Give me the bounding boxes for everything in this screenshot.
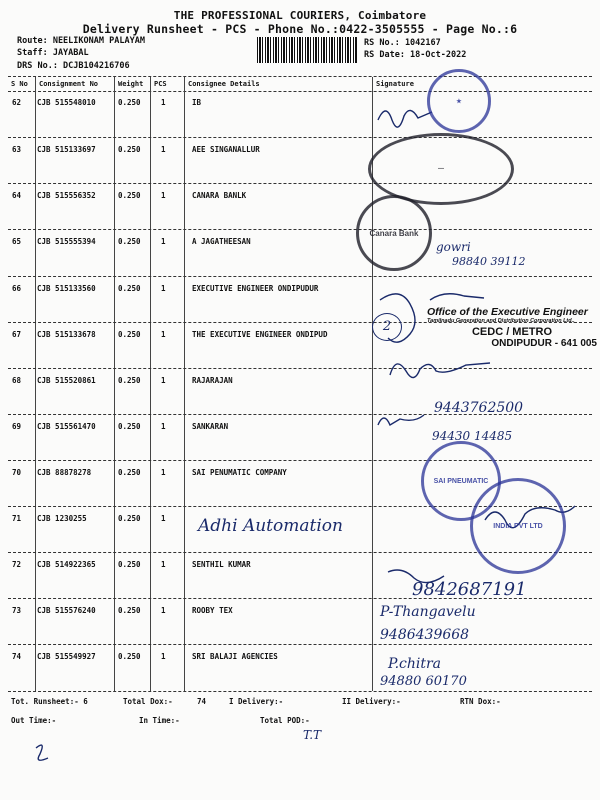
- row-consignment: CJB 515133678: [37, 330, 96, 339]
- round-seal-stamp: ★: [427, 69, 491, 133]
- row-consignee: CANARA BANLK: [192, 191, 247, 200]
- row-pcs: 1: [161, 514, 166, 523]
- row-pcs: 1: [161, 191, 166, 200]
- row-sno: 72: [12, 560, 22, 569]
- drs-number: DRS No.: DCJB104216706: [17, 61, 130, 71]
- runsheet-subtitle: Delivery Runsheet - PCS - Phone No.:0422-3505555 - Page No.:6: [82, 22, 518, 36]
- handwritten-phone: 94880 60170: [380, 674, 467, 689]
- row-weight: 0.250: [118, 422, 141, 431]
- row-pcs: 1: [161, 422, 166, 431]
- staff-label: Staff: JAYABAL: [17, 48, 89, 58]
- row-pcs: 1: [161, 652, 166, 661]
- row-consignee: THE EXECUTIVE ENGINEER ONDIPUD: [192, 330, 328, 339]
- col-signature: Signature: [376, 80, 414, 88]
- row-consignee: AEE SINGANALLUR: [192, 145, 260, 154]
- col-consignment: Consignment No: [39, 80, 99, 88]
- total-dox-value: 74: [197, 697, 207, 706]
- row-weight: 0.250: [118, 560, 141, 569]
- circled-number: 2: [372, 313, 402, 341]
- col-weight: Weight: [118, 80, 144, 88]
- row-consignee: IB: [192, 98, 202, 107]
- row-consignee: ROOBY TEX: [192, 606, 233, 615]
- col-pcs: PCS: [154, 80, 167, 88]
- ee-stamp-line2: Tamilnadu Generation and Distribution Corporation Ltd.,: [427, 318, 575, 324]
- row-pcs: 1: [161, 560, 166, 569]
- ee-stamp-line3: CEDC / METRO: [471, 326, 553, 338]
- row-sno: 67: [12, 330, 22, 339]
- row-consignment: CJB 88878278: [37, 468, 92, 477]
- out-time: Out Time:-: [11, 716, 57, 725]
- company-title: THE PROFESSIONAL COURIERS, Coimbatore: [173, 9, 427, 22]
- handwritten-phone: 9486439668: [380, 627, 470, 643]
- ee-stamp-line1: Office of the Executive Engineer: [427, 306, 588, 318]
- row-consignee: RAJARAJAN: [192, 376, 233, 385]
- row-weight: 0.250: [118, 468, 141, 477]
- tot-runsheet: Tot. Runsheet:- 6: [11, 697, 88, 706]
- row-sno: 63: [12, 145, 22, 154]
- row-consignment: CJB 515520861: [37, 376, 96, 385]
- row-sno: 62: [12, 98, 22, 107]
- canara-bank-stamp: Canara Bank: [356, 195, 432, 271]
- total-pod: Total POD:-: [260, 716, 310, 725]
- row-pcs: 1: [161, 330, 166, 339]
- row-weight: 0.250: [118, 330, 141, 339]
- handwritten-phone: 9842687191: [412, 579, 527, 600]
- ii-delivery: II Delivery:-: [342, 697, 401, 706]
- row-consignment: CJB 1230255: [37, 514, 87, 523]
- row-sno: 64: [12, 191, 22, 200]
- row-sno: 69: [12, 422, 22, 431]
- row-weight: 0.250: [118, 284, 141, 293]
- row-pcs: 1: [161, 284, 166, 293]
- row-sno: 74: [12, 652, 22, 661]
- in-time: In Time:-: [139, 716, 180, 725]
- row-consignment: CJB 515555394: [37, 237, 96, 246]
- handwritten-initials: T.T: [303, 728, 322, 742]
- row-weight: 0.250: [118, 145, 141, 154]
- row-consignee: SANKARAN: [192, 422, 229, 431]
- row-pcs: 1: [161, 98, 166, 107]
- handwritten-name: P-Thangavelu: [380, 604, 476, 620]
- row-sno: 66: [12, 284, 22, 293]
- row-sno: 71: [12, 514, 22, 523]
- row-weight: 0.250: [118, 191, 141, 200]
- row-consignee: SENTHIL KUMAR: [192, 560, 251, 569]
- row-consignee: EXECUTIVE ENGINEER ONDIPUDUR: [192, 284, 319, 293]
- row-sno: 68: [12, 376, 22, 385]
- row-consignment: CJB 514922365: [37, 560, 96, 569]
- row-consignment: CJB 515561470: [37, 422, 96, 431]
- row-consignment: CJB 515549927: [37, 652, 96, 661]
- row-weight: 0.250: [118, 652, 141, 661]
- row-sno: 73: [12, 606, 22, 615]
- row-pcs: 1: [161, 145, 166, 154]
- row-consignee: SAI PENUMATIC COMPANY: [192, 468, 287, 477]
- row-weight: 0.250: [118, 376, 141, 385]
- executive-engineer-stamp: [427, 306, 597, 349]
- handwritten-phone: 98840 39112: [452, 255, 526, 268]
- total-dox-label: Total Dox:-: [123, 697, 173, 706]
- row-consignment: CJB 515576240: [37, 606, 96, 615]
- row-pcs: 1: [161, 237, 166, 246]
- row-sno: 70: [12, 468, 22, 477]
- rtn-dox: RTN Dox:-: [460, 697, 501, 706]
- col-sno: S No: [11, 80, 28, 88]
- row-weight: 0.250: [118, 514, 141, 523]
- i-delivery: I Delivery:-: [229, 697, 284, 706]
- row-weight: 0.250: [118, 237, 141, 246]
- handwritten-phone: 94430 14485: [432, 429, 513, 443]
- route-label: Route: NEELIKONAM PALAYAM: [17, 36, 145, 46]
- row-consignee: A JAGATHEESAN: [192, 237, 251, 246]
- row-consignment: CJB 515556352: [37, 191, 96, 200]
- col-consignee: Consignee Details: [188, 80, 260, 88]
- sai-pneumatic-stamp: SAI PNEUMATIC: [421, 441, 501, 521]
- handwritten-name: gowri: [436, 240, 471, 254]
- ee-stamp-line4: ONDIPUDUR - 641 005: [491, 338, 597, 349]
- row-consignment: CJB 515133697: [37, 145, 96, 154]
- company-seal-stamp: INDIA PVT LTD: [470, 478, 566, 574]
- handwritten-name: P.chitra: [388, 656, 442, 672]
- rs-date: RS Date: 18-Oct-2022: [364, 50, 467, 60]
- handwritten-consignee: Adhi Automation: [198, 516, 343, 536]
- row-sno: 65: [12, 237, 22, 246]
- row-consignment: CJB 515548010: [37, 98, 96, 107]
- row-weight: 0.250: [118, 606, 141, 615]
- rs-number: RS No.: 1042167: [364, 38, 441, 48]
- row-pcs: 1: [161, 606, 166, 615]
- row-weight: 0.250: [118, 98, 141, 107]
- row-pcs: 1: [161, 376, 166, 385]
- row-consignee: SRI BALAJI AGENCIES: [192, 652, 278, 661]
- handwritten-phone: 9443762500: [434, 400, 524, 416]
- oval-stamp: —: [368, 133, 514, 205]
- row-pcs: 1: [161, 468, 166, 477]
- row-consignment: CJB 515133560: [37, 284, 96, 293]
